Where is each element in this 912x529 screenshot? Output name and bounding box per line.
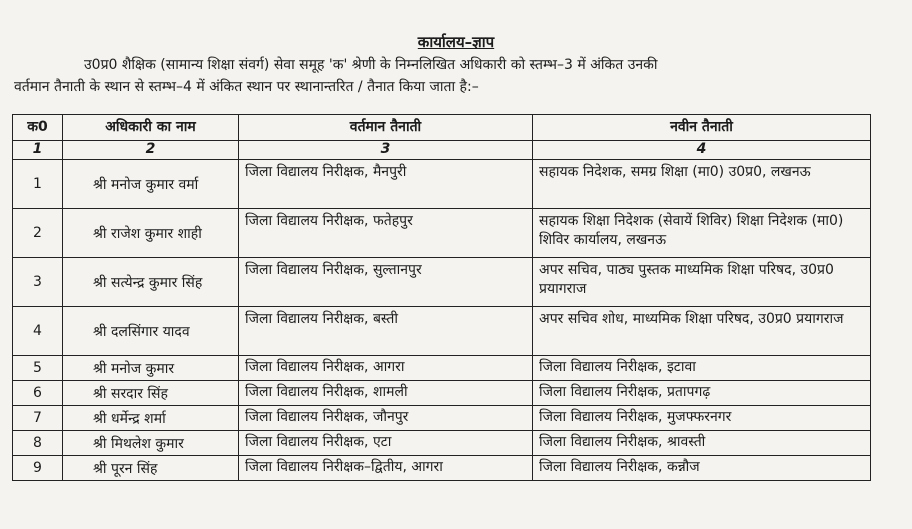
current-posting: जिला विद्यालय निरीक्षक, आगरा (239, 356, 533, 381)
intro-line-1: उ0प्र0 शैक्षिक (सामान्य शिक्षा संवर्ग) सेवा समूह 'क' श्रेणी के निम्नलिखित अधिकारी को स्तम्भ–3 में अंकित उनकी (84, 57, 658, 73)
current-posting: जिला विद्यालय निरीक्षक, जौनपुर (239, 406, 533, 431)
officer-name: श्री मिथलेश कुमार (63, 431, 239, 456)
column-number: 4 (533, 141, 871, 160)
header-sn: क0 (13, 115, 63, 141)
row-sn: 4 (13, 307, 63, 356)
current-posting: जिला विद्यालय निरीक्षक, बस्ती (239, 307, 533, 356)
table-row (13, 431, 871, 456)
column-number: 2 (63, 141, 239, 160)
table-row (13, 356, 871, 381)
header-current-posting: वर्तमान तैनाती (239, 115, 533, 141)
officer-name: श्री मनोज कुमार वर्मा (63, 160, 239, 209)
row-sn: 8 (13, 431, 63, 456)
current-posting: जिला विद्यालय निरीक्षक, शामली (239, 381, 533, 406)
column-number: 3 (239, 141, 533, 160)
header-new-posting: नवीन तैनाती (533, 115, 871, 141)
new-posting: सहायक शिक्षा निदेशक (सेवायें शिविर) शिक्षा निदेशक (मा0) शिविर कार्यालय, लखनऊ (533, 209, 871, 258)
new-posting: जिला विद्यालय निरीक्षक, कन्नौज (533, 456, 871, 481)
officer-name: श्री सरदार सिंह (63, 381, 239, 406)
table-row (13, 406, 871, 431)
new-posting: जिला विद्यालय निरीक्षक, प्रतापगढ़ (533, 381, 871, 406)
new-posting: जिला विद्यालय निरीक्षक, श्रावस्ती (533, 431, 871, 456)
officer-name: श्री धर्मेन्द्र शर्मा (63, 406, 239, 431)
row-sn: 7 (13, 406, 63, 431)
table-row (13, 160, 871, 209)
row-sn: 5 (13, 356, 63, 381)
officer-name: श्री सत्येन्द्र कुमार सिंह (63, 258, 239, 307)
transfer-table (12, 114, 871, 481)
officer-name: श्री पूरन सिंह (63, 456, 239, 481)
row-sn: 6 (13, 381, 63, 406)
header-name: अधिकारी का नाम (63, 115, 239, 141)
intro-paragraph (14, 54, 862, 98)
new-posting: अपर सचिव, पाठ्य पुस्तक माध्यमिक शिक्षा परिषद, उ0प्र0 प्रयागराज (533, 258, 871, 307)
current-posting: जिला विद्यालय निरीक्षक, फतेहपुर (239, 209, 533, 258)
new-posting: जिला विद्यालय निरीक्षक, इटावा (533, 356, 871, 381)
row-sn: 9 (13, 456, 63, 481)
table-row (13, 381, 871, 406)
table-row (13, 209, 871, 258)
new-posting: सहायक निदेशक, समग्र शिक्षा (मा0) उ0प्र0, लखनऊ (533, 160, 871, 209)
current-posting: जिला विद्यालय निरीक्षक–द्वितीय, आगरा (239, 456, 533, 481)
row-sn: 2 (13, 209, 63, 258)
row-sn: 3 (13, 258, 63, 307)
table-row (13, 456, 871, 481)
current-posting: जिला विद्यालय निरीक्षक, सुल्तानपुर (239, 258, 533, 307)
current-posting: जिला विद्यालय निरीक्षक, एटा (239, 431, 533, 456)
row-sn: 1 (13, 160, 63, 209)
officer-name: श्री राजेश कुमार शाही (63, 209, 239, 258)
new-posting: अपर सचिव शोध, माध्यमिक शिक्षा परिषद, उ0प्र0 प्रयागराज (533, 307, 871, 356)
table-row (13, 258, 871, 307)
document-title: कार्यालय–ज्ञाप (417, 33, 495, 51)
new-posting: जिला विद्यालय निरीक्षक, मुजफ्फरनगर (533, 406, 871, 431)
intro-line-2: वर्तमान तैनाती के स्थान से स्तम्भ–4 में अंकित स्थान पर स्थानान्तरित / तैनात किया जाता है:– (14, 79, 479, 95)
column-number: 1 (13, 141, 63, 160)
table-row (13, 307, 871, 356)
current-posting: जिला विद्यालय निरीक्षक, मैनपुरी (239, 160, 533, 209)
officer-name: श्री दलसिंगार यादव (63, 307, 239, 356)
officer-name: श्री मनोज कुमार (63, 356, 239, 381)
